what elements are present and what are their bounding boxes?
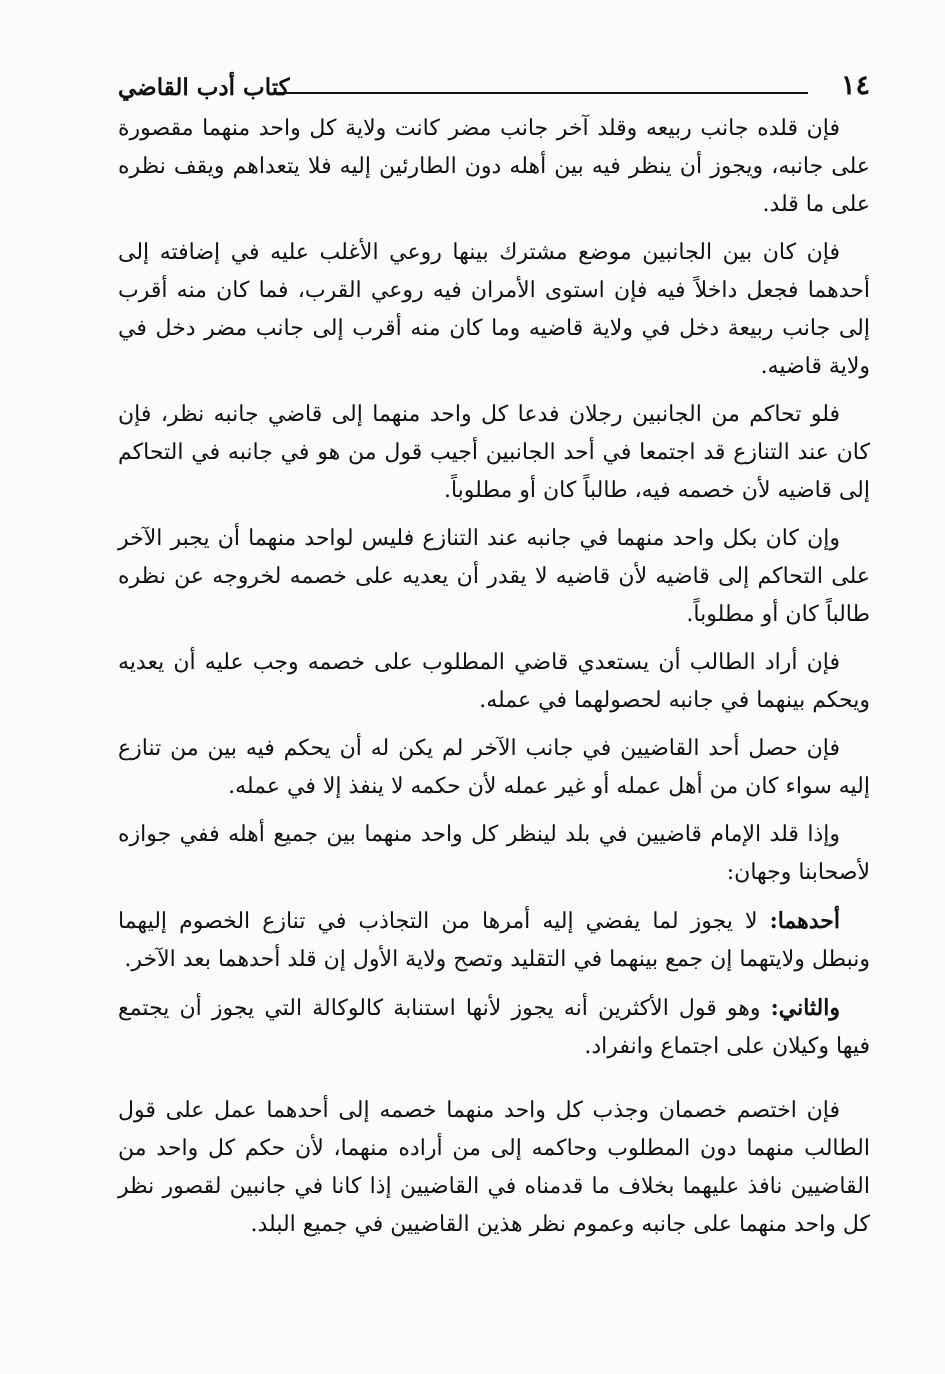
paragraph: وإن كان بكل واحد منهما في جانبه عند التنازع فليس لواحد منهما أن يجبر الآخر على التحاكم إلى قاضيه لأن قاضيه لا يقدر أن يعديه على خصمه لخروجه عن نظره طالباً كان أو مطلوباً. xyxy=(118,526,870,627)
paragraph: فإن اختصم خصمان وجذب كل واحد منهما خصمه إلى أحدهما عمل على قول الطالب منهما دون المطلوب وحاكمه إلى من أراده منهما، لأن حكم كل واحد من القاضيين نافذ عليهما بخلاف ما قدمناه في القاضيين إذا كانا في جانبين لقصور نظر كل واحد منهما على جانبه وعموم نظر هذين القا‌ضيين في جميع البلد. xyxy=(118,1098,870,1237)
page-number: ١٤ xyxy=(840,70,870,101)
header-rule xyxy=(274,92,808,94)
paragraph: فإن كان بين الجانبين موضع مشترك بينها روعي الأغلب عليه في إضافته إلى أحدهما فجعل داخلاً فيه فإن استوى الأمران فيه روعي القرب، فما كان منه أقرب إلى جانب ربيعة دخل في ولاية قاضيه وما كان منه أقرب إلى جانب مضر دخل في ولاية قاضيه. xyxy=(118,240,870,379)
paragraph-second-view: والثاني: وهو قول الأكثرين أنه يجوز لأنها استنابة كالوكالة التي يجوز أن يجتمع فيها وكيلان على اجتماع وانفراد. xyxy=(118,995,870,1059)
page-header xyxy=(118,66,870,108)
paragraph: فلو تحاكم من الجانبين رجلان فدعا كل واحد منهما إلى قاضي جانبه نظر، فإن كان عند التنازع قد اجتمعا في أحد الجانبين أجيب قول من هو في جانبه في التحاكم إلى قاضيه لأن خصمه فيه، طالباً كان أو مطلوباً. xyxy=(118,402,870,503)
paragraph: فإن أراد الطالب أن يستعدي قاضي المطلوب على خصمه وجب عليه أن يعديه ويحكم بينهما في جانبه لحصولهما في عمله. xyxy=(118,650,870,713)
paragraph: فإن قلده جانب ربيعه وقلد آخر جانب مضر كانت ولاية كل واحد منهما مقصورة على جانبه، ويجوز أن ينظر فيه بين أهله دون الطارئين إليه فلا يتعداهم ويقف نظره على ما قلد. xyxy=(118,116,870,217)
paragraph-lead: أحدهما: xyxy=(769,908,840,934)
page-body xyxy=(118,110,870,1254)
paragraph-lead: والثاني: xyxy=(770,995,840,1021)
paragraph: وإذا قلد الإمام قاضيين في بلد لينظر كل واحد منهما بين جميع أهله ففي جوازه لأصحابنا وجهان: xyxy=(118,822,870,885)
paragraph: فإن حصل أحد القاضيين في جانب الآخر لم يكن له أن يحكم فيه بين من تنازع إليه سواء كان من أهل عمله أو غير عمله لأن حكمه لا ينفذ إلا في عمله. xyxy=(118,736,870,799)
book-title: كتاب أدب القاضي xyxy=(118,74,290,101)
paragraph-first-view: أحدهما: لا يجوز لما يفضي إليه أمرها من التجاذب في تنازع الخصوم إليهما ونبطل ولايتهما إن جمع بينهما في التقليد وتصح ولاية الأول إن قلد أحدهما بعد الآخر. xyxy=(118,908,870,972)
